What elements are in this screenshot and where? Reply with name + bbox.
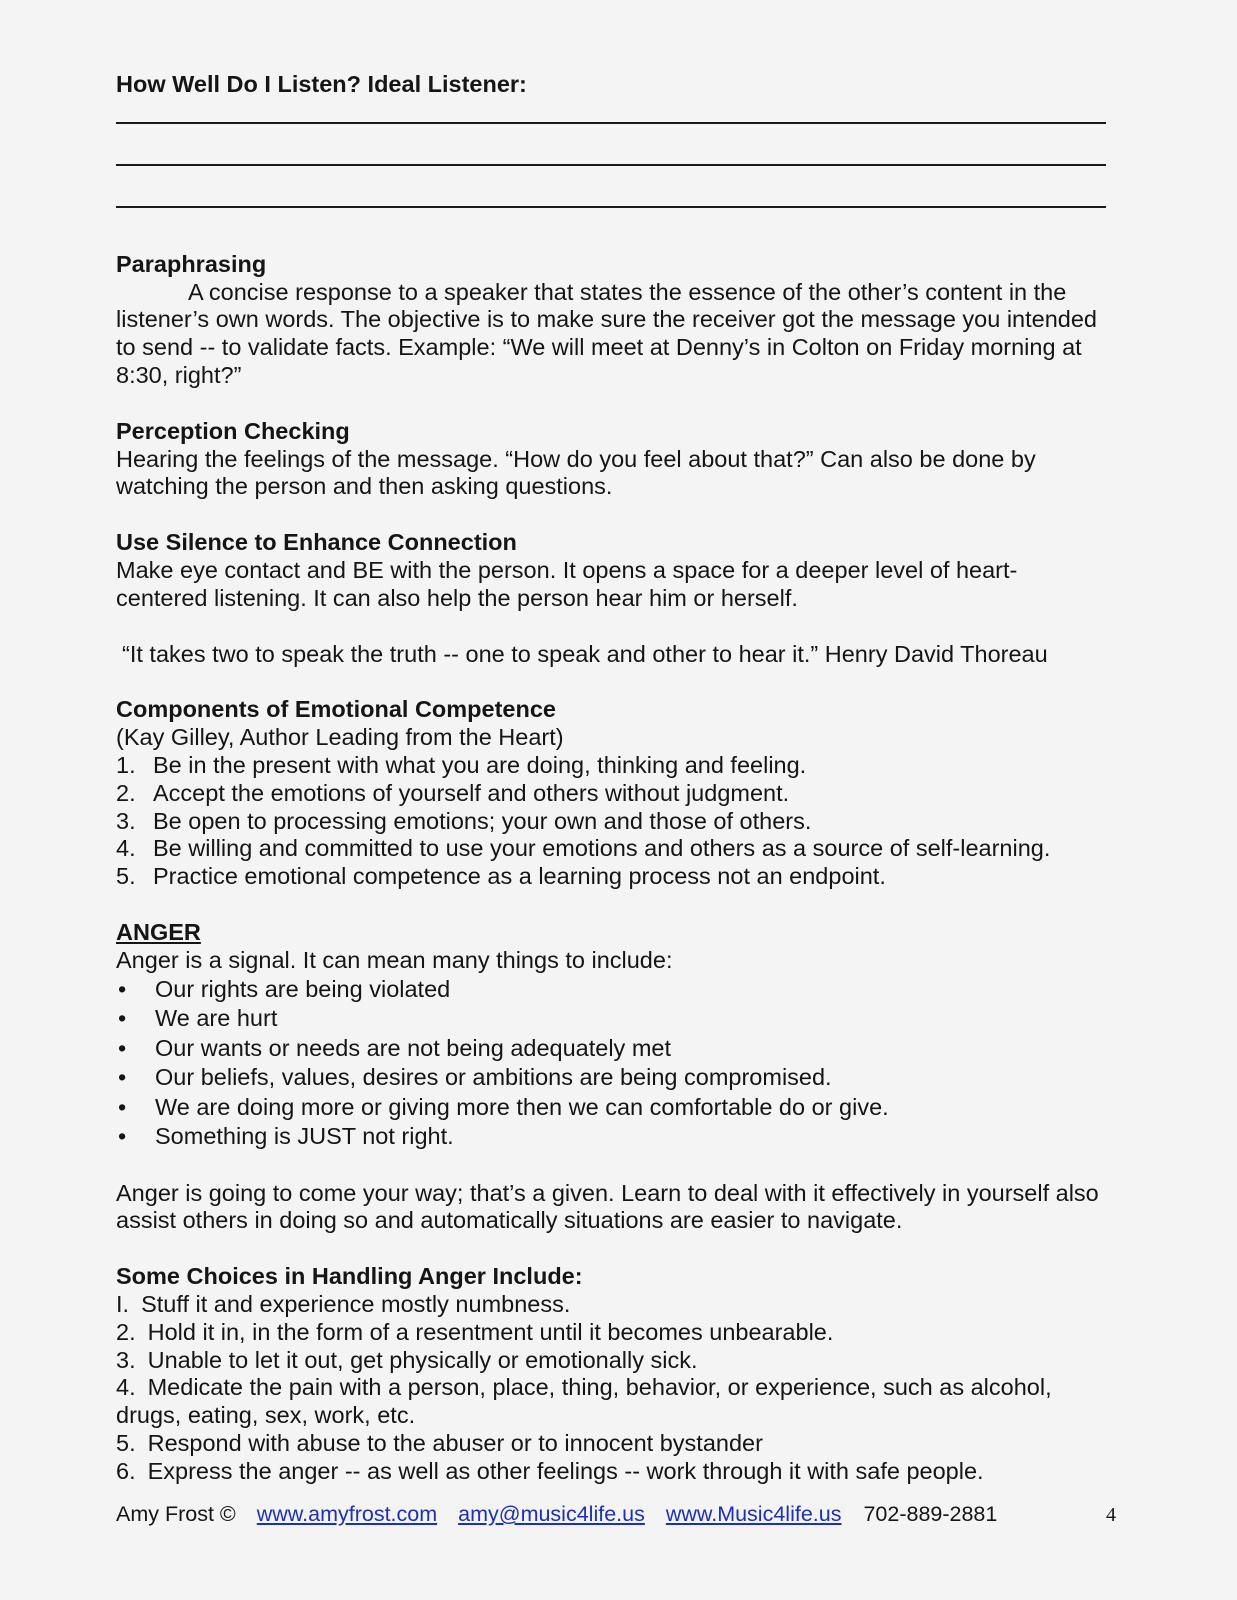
item-text: Express the anger -- as well as other feelings -- work through it with safe people. bbox=[147, 1457, 984, 1484]
bullet-icon: • bbox=[118, 1034, 127, 1061]
item-number: 2. bbox=[116, 1318, 136, 1345]
silence-section bbox=[116, 529, 1106, 612]
answer-line-3 bbox=[116, 166, 1106, 208]
anger-closing: Anger is going to come your way; that’s a given. Learn to deal with it effectively in yourself also assist others in doing so and automatically situations are easier to navigate. bbox=[116, 1179, 1099, 1234]
document-body bbox=[116, 71, 1106, 1486]
email-link[interactable]: amy@music4life.us bbox=[458, 1502, 645, 1526]
anger-intro: Anger is a signal. It can mean many things to include: bbox=[116, 946, 673, 973]
item-text: Stuff it and experience mostly numbness. bbox=[141, 1290, 571, 1317]
item-text: Our rights are being violated bbox=[155, 975, 451, 1002]
item-number: 2. bbox=[116, 779, 136, 806]
choices-heading: Some Choices in Handling Anger Include: bbox=[116, 1263, 583, 1290]
anger-section bbox=[116, 919, 1106, 1235]
perception-text: Hearing the feelings of the message. “How do you feel about that?” Can also be done by watching the person and then asking questions. bbox=[116, 445, 1036, 500]
competence-section bbox=[116, 696, 1106, 891]
choices-section bbox=[116, 1263, 1106, 1485]
list-item bbox=[116, 780, 1106, 808]
item-number: 5. bbox=[116, 863, 136, 890]
page-footer bbox=[116, 1502, 1126, 1527]
list-item bbox=[116, 1004, 1106, 1034]
listener-heading: How Well Do I Listen? Ideal Listener: bbox=[116, 71, 527, 97]
competence-list bbox=[116, 752, 1106, 891]
item-number: 3. bbox=[116, 1346, 136, 1373]
thoreau-quote: “It takes two to speak the truth -- one to speak and other to hear it.” Henry David Thoreau bbox=[122, 640, 1048, 667]
item-text: Accept the emotions of yourself and others without judgment. bbox=[153, 779, 790, 806]
perception-heading: Perception Checking bbox=[116, 417, 350, 444]
competence-heading: Components of Emotional Competence bbox=[116, 696, 556, 723]
item-text: Be willing and committed to use your emotions and others as a source of self-learning. bbox=[153, 835, 1051, 862]
bullet-icon: • bbox=[118, 1005, 127, 1032]
competence-subtitle: (Kay Gilley, Author Leading from the Heart) bbox=[116, 724, 564, 751]
item-number: 5. bbox=[116, 1429, 136, 1456]
list-item bbox=[116, 835, 1106, 863]
item-text: Something is JUST not right. bbox=[155, 1123, 454, 1150]
item-text: We are doing more or giving more then we can comfortable do or give. bbox=[155, 1093, 889, 1120]
bullet-icon: • bbox=[118, 1093, 127, 1120]
footer-author: Amy Frost © bbox=[116, 1502, 236, 1526]
list-item bbox=[116, 1093, 1106, 1123]
paraphrasing-section bbox=[116, 251, 1106, 390]
item-text: Our wants or needs are not being adequately met bbox=[155, 1034, 672, 1061]
website-link[interactable]: www.amyfrost.com bbox=[256, 1502, 438, 1526]
paraphrasing-text: A concise response to a speaker that states the essence of the other’s content in the listener’s own words. The objective is to make sure the receiver got the message you intended to send -- to validate facts. Example: “We will meet at Denny’s in Colton on Friday morning at 8:30, right?” bbox=[116, 278, 1097, 388]
item-number: 6. bbox=[116, 1457, 136, 1484]
page-number: 4 bbox=[1106, 1504, 1116, 1526]
item-text: Be open to processing emotions; your own and those of others. bbox=[153, 807, 812, 834]
item-text: Practice emotional competence as a learning process not an endpoint. bbox=[153, 863, 886, 890]
list-item bbox=[116, 808, 1106, 836]
bullet-icon: • bbox=[118, 1064, 127, 1091]
music4life-link[interactable]: www.Music4life.us bbox=[665, 1502, 842, 1526]
answer-line-1 bbox=[116, 99, 1106, 124]
choices-list bbox=[116, 1291, 1106, 1486]
item-number: 1. bbox=[116, 751, 136, 778]
list-item bbox=[116, 1458, 1106, 1486]
item-text: Be in the present with what you are doing, thinking and feeling. bbox=[153, 751, 807, 778]
list-item bbox=[116, 1122, 1106, 1152]
item-number: 4. bbox=[116, 1374, 136, 1401]
item-text: Our beliefs, values, desires or ambitions are being compromised. bbox=[155, 1064, 832, 1091]
item-number: I. bbox=[116, 1290, 130, 1317]
anger-bullet-list bbox=[116, 975, 1106, 1152]
perception-section bbox=[116, 418, 1106, 501]
item-number: 3. bbox=[116, 807, 136, 834]
item-text: Unable to let it out, get physically or emotionally sick. bbox=[147, 1346, 698, 1373]
bullet-icon: • bbox=[118, 975, 127, 1002]
list-item bbox=[116, 1063, 1106, 1093]
list-item bbox=[116, 863, 1106, 891]
item-text: Medicate the pain with a person, place, thing, behavior, or experience, such as alcohol, drugs, eating, sex, work, etc. bbox=[116, 1374, 1052, 1429]
anger-heading: ANGER bbox=[116, 918, 201, 945]
item-number: 4. bbox=[116, 835, 136, 862]
answer-line-2 bbox=[116, 124, 1106, 166]
list-item bbox=[116, 1291, 1106, 1319]
paraphrasing-heading: Paraphrasing bbox=[116, 250, 267, 277]
silence-text: Make eye contact and BE with the person. It opens a space for a deeper level of heart-centered listening. It can also help the person hear him or herself. bbox=[116, 556, 1018, 611]
list-item bbox=[116, 1347, 1106, 1375]
item-text: Hold it in, in the form of a resentment until it becomes unbearable. bbox=[147, 1318, 834, 1345]
list-item bbox=[116, 1319, 1106, 1347]
list-item bbox=[116, 1034, 1106, 1064]
bullet-icon: • bbox=[118, 1123, 127, 1150]
item-text: We are hurt bbox=[155, 1005, 278, 1032]
silence-heading: Use Silence to Enhance Connection bbox=[116, 529, 517, 556]
list-item bbox=[116, 975, 1106, 1005]
item-text: Respond with abuse to the abuser or to innocent bystander bbox=[147, 1429, 763, 1456]
list-item bbox=[116, 752, 1106, 780]
list-item bbox=[116, 1430, 1106, 1458]
footer-phone: 702-889-2881 bbox=[863, 1502, 998, 1526]
list-item bbox=[116, 1374, 1106, 1430]
